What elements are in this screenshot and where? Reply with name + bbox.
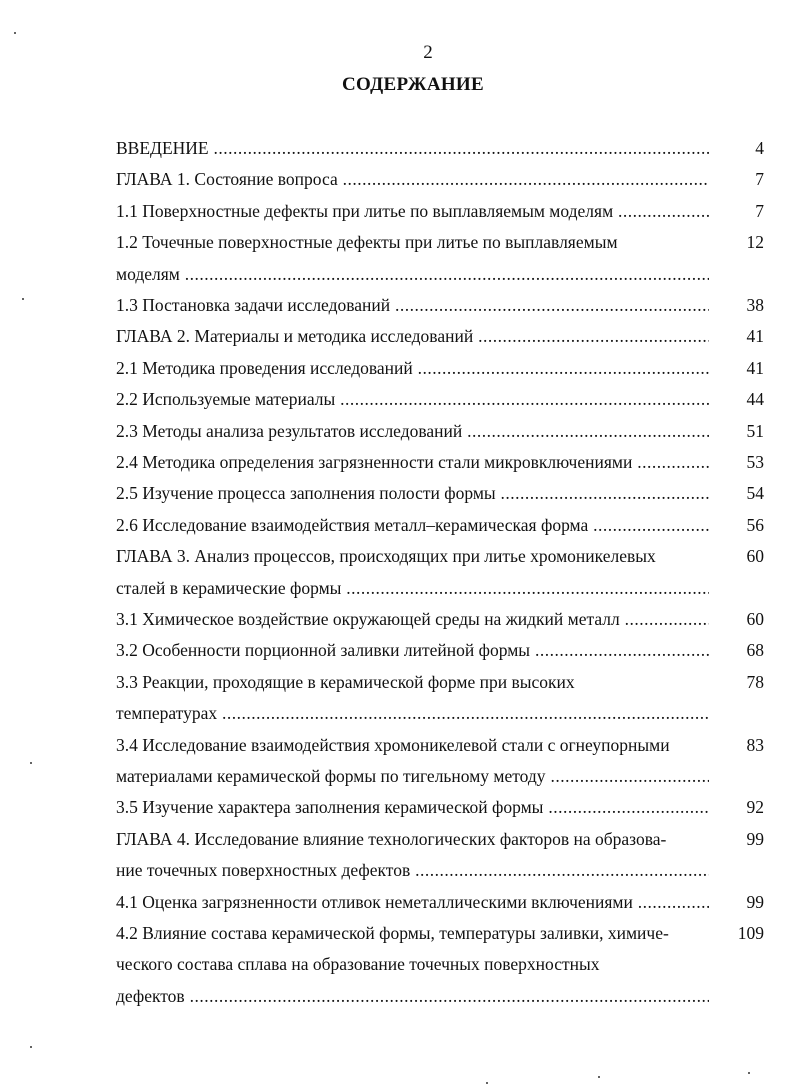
toc-entry-page: 56	[746, 514, 764, 535]
scan-speck	[748, 1072, 750, 1074]
toc-entry-text: 3.2 Особенности порционной заливки литейной формы .....	[116, 635, 709, 665]
toc-entry-page: 41	[746, 357, 764, 378]
toc-entry-page: 60	[746, 546, 764, 567]
toc-entry-text: 2.4 Методика определения загрязненности стали микровключениями .....	[116, 447, 709, 477]
toc-entry-text: ГЛАВА 4. Исследование влияние технологических факторов на образова-	[116, 828, 667, 849]
toc-entry-text: ГЛАВА 1. Состояние вопроса .....	[116, 164, 709, 194]
toc-entry-page: 7	[755, 200, 764, 221]
toc-entry-page: 92	[746, 797, 764, 818]
toc-entry-text: материалами керамической формы по тигельному методу .....	[116, 761, 709, 791]
toc-entry-text: 2.2 Используемые материалы .....	[116, 384, 709, 414]
toc-entry-page: 60	[746, 609, 764, 629]
scan-speck	[486, 1082, 488, 1084]
toc-entry-page: 38	[746, 295, 764, 315]
toc-entry-text: 1.2 Точечные поверхностные дефекты при литье по выплавляемым	[116, 232, 618, 253]
toc-entry-text: дефектов .....	[116, 981, 709, 1011]
toc-entry-text: 4.2 Влияние состава керамической формы, температуры заливки, химиче-	[116, 923, 669, 943]
toc-entry-text: 2.3 Методы анализа результатов исследований .....	[116, 416, 709, 446]
toc-entry-text: 3.4 Исследование взаимодействия хромоникелевой стали с огнеупорными	[116, 734, 670, 755]
scan-speck	[30, 762, 32, 764]
scan-speck	[22, 298, 24, 300]
scan-speck	[30, 1046, 32, 1048]
toc-entry-page: 12	[746, 232, 764, 253]
toc-entry-page: 53	[746, 452, 764, 472]
toc-entry-text: 3.3 Реакции, проходящие в керамической форме при высоких	[116, 671, 575, 692]
toc-entry-page: 78	[746, 671, 764, 692]
toc-entry-text: ческого состава сплава на образование точечных поверхностных	[116, 954, 600, 975]
toc-entry-page: 54	[746, 483, 764, 504]
toc-entry-page: 7	[755, 169, 764, 190]
toc-entry-page: 83	[746, 734, 764, 755]
scan-speck	[598, 1076, 600, 1078]
toc-entry-text: 2.5 Изучение процесса заполнения полости формы .....	[116, 478, 709, 508]
page-number: 2	[423, 42, 433, 63]
toc-entry-page: 109	[737, 923, 764, 943]
toc-entry-page: 99	[746, 828, 764, 849]
toc-entry-text: ГЛАВА 2. Материалы и методика исследований .....	[116, 321, 709, 351]
toc-entry-page: 44	[746, 389, 764, 410]
page-title: СОДЕРЖАНИЕ	[342, 74, 484, 95]
toc-entry-text: моделям .....	[116, 259, 709, 289]
toc-entry-text: 4.1 Оценка загрязненности отливок неметаллическими включениями .....	[116, 887, 709, 917]
toc-entry-text: 1.3 Постановка задачи исследований .....	[116, 290, 709, 320]
toc-entry-text: 3.1 Химическое воздействие окружающей среды на жидкий металл .....	[116, 604, 709, 634]
scan-speck	[14, 32, 16, 34]
toc-entry-page: 68	[746, 640, 764, 661]
toc-entry-text: 2.1 Методика проведения исследований .....	[116, 353, 709, 383]
toc-entry-page: 51	[746, 420, 764, 441]
toc-entry-text: сталей в керамические формы .....	[116, 573, 709, 603]
toc-entry-text: температурах .....	[116, 698, 709, 728]
toc-entry-text: ние точечных поверхностных дефектов .....	[116, 855, 709, 885]
toc-entry-text: 2.6 Исследование взаимодействия металл–керамическая форма .....	[116, 510, 709, 540]
toc-entry-text: 1.1 Поверхностные дефекты при литье по выплавляемым моделям .....	[116, 196, 709, 226]
toc-entry-page: 41	[746, 326, 764, 347]
toc-entry-text: ВВЕДЕНИЕ .....	[116, 133, 709, 163]
toc-entry-page: 4	[755, 138, 764, 158]
toc-entry-page: 99	[746, 891, 764, 912]
toc-entry-text: 3.5 Изучение характера заполнения керамической формы .....	[116, 792, 709, 822]
toc-entry-text: ГЛАВА 3. Анализ процессов, происходящих при литье хромоникелевых	[116, 546, 656, 567]
